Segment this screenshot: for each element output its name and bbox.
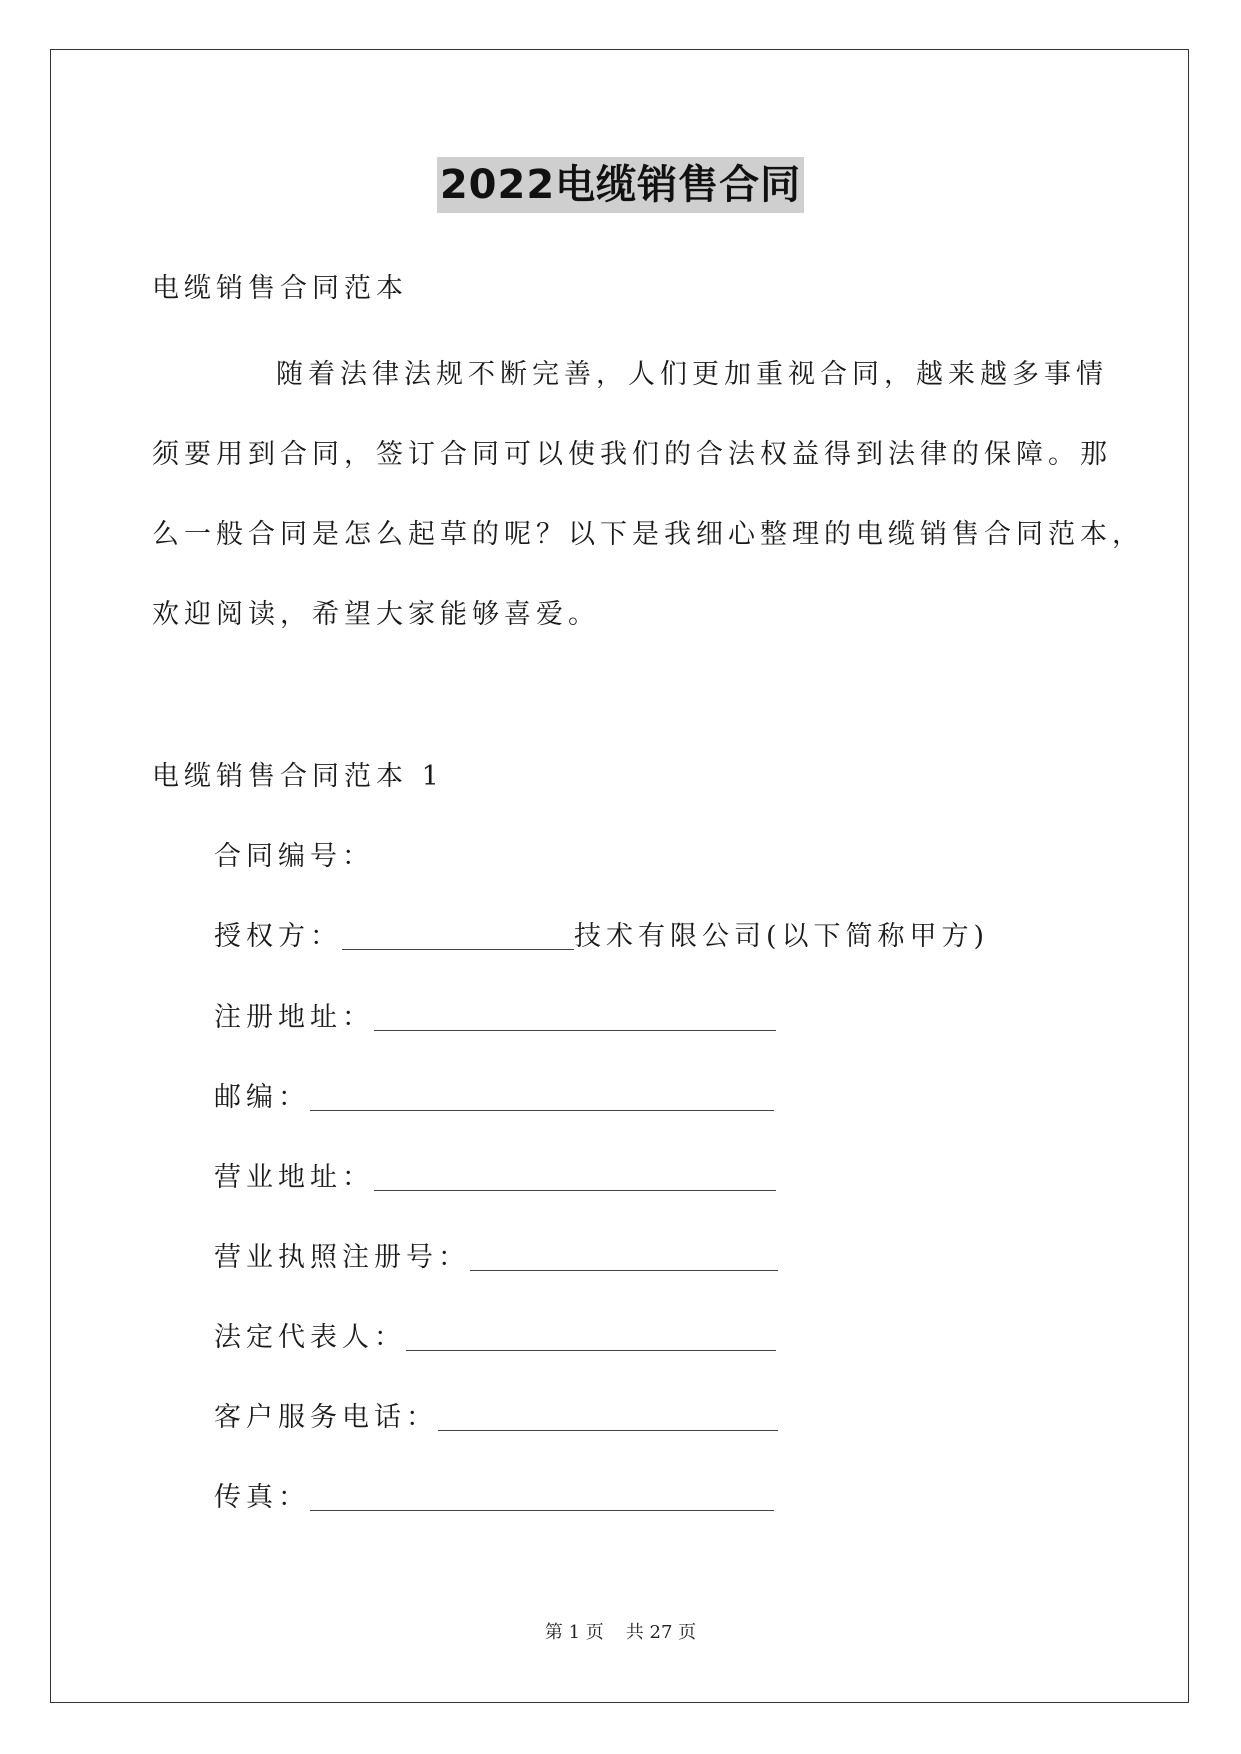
field-label: 营业地址： [214, 1162, 374, 1193]
fill-blank [310, 1084, 774, 1111]
fill-blank [310, 1484, 774, 1511]
document-title: 2022电缆销售合同 [437, 157, 804, 213]
field-registered-address [214, 1001, 776, 1035]
fill-blank [374, 1004, 776, 1031]
field-legal-representative [214, 1321, 776, 1355]
fill-blank [342, 923, 574, 950]
fill-blank [374, 1164, 776, 1191]
field-business-license [214, 1241, 778, 1275]
field-label: 营业执照注册号： [214, 1242, 470, 1273]
intro-line-4: 欢迎阅读，希望大家能够喜爱。 [152, 599, 600, 630]
field-business-address [214, 1161, 776, 1195]
field-label: 客户服务电话： [214, 1402, 438, 1433]
field-label: 法定代表人： [214, 1322, 406, 1353]
contract-number-label: 合同编号： [214, 841, 374, 872]
field-authorizer [214, 920, 989, 954]
field-label: 注册地址： [214, 1002, 374, 1033]
subtitle: 电缆销售合同范本 [152, 273, 408, 304]
field-label: 邮编： [214, 1082, 310, 1113]
field-label: 传真： [214, 1482, 310, 1513]
title-container [0, 157, 1241, 213]
intro-line-1: 随着法律法规不断完善，人们更加重视合同，越来越多事情 [276, 359, 1108, 390]
field-postcode [214, 1081, 774, 1115]
page-total: 共 27 页 [625, 1622, 697, 1643]
field-fax [214, 1481, 774, 1515]
intro-line-2: 须要用到合同，签订合同可以使我们的合法权益得到法律的保障。那 [152, 439, 1112, 470]
fill-blank [406, 1324, 776, 1351]
intro-line-3: 么一般合同是怎么起草的呢？以下是我细心整理的电缆销售合同范本， [152, 519, 1144, 550]
field-label: 授权方： [214, 921, 342, 952]
section-heading: 电缆销售合同范本 1 [152, 761, 444, 792]
page-footer [0, 1621, 1241, 1645]
field-suffix: 技术有限公司(以下简称甲方) [574, 921, 990, 952]
page-number: 第 1 页 [544, 1622, 604, 1643]
fill-blank [470, 1244, 778, 1271]
fill-blank [438, 1404, 778, 1431]
field-customer-phone [214, 1401, 778, 1435]
